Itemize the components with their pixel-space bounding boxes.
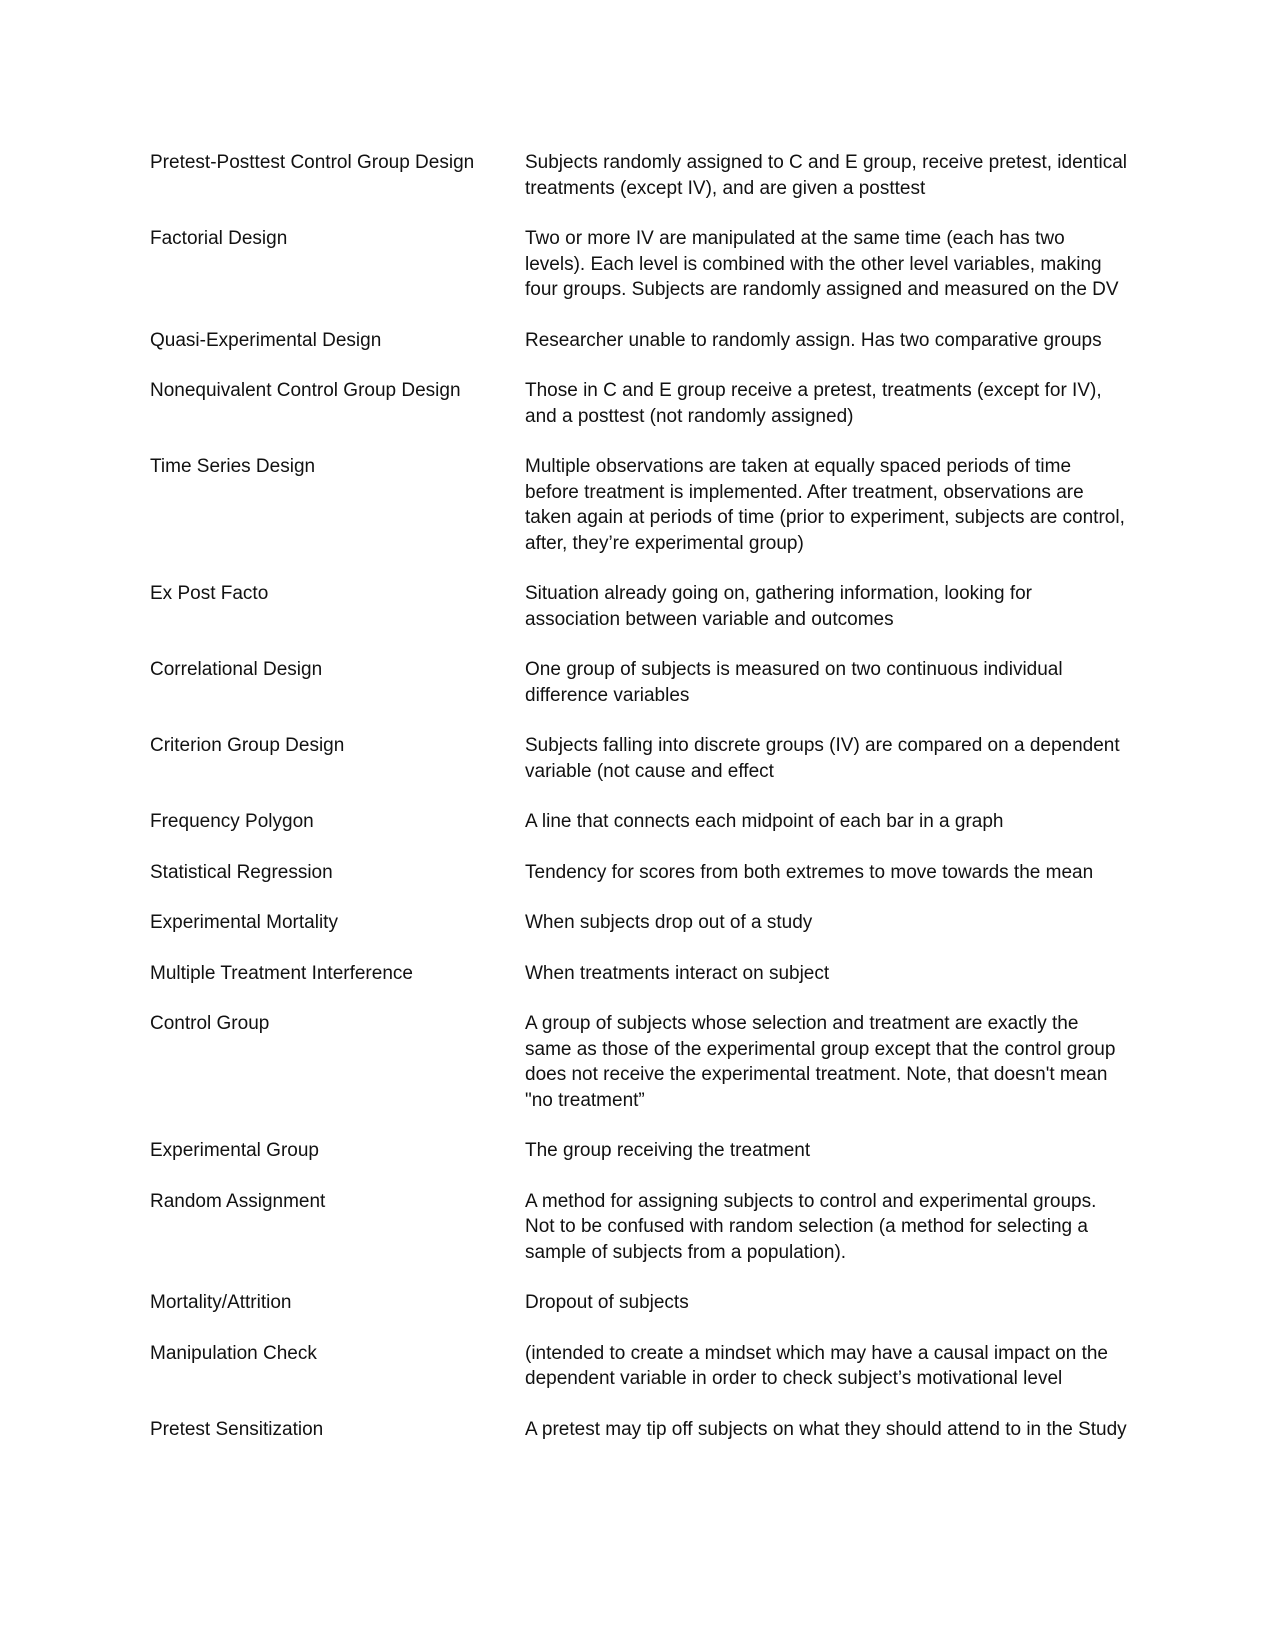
glossary-definition: A group of subjects whose selection and treatment are exactly the same as those of the experimental group except that the control group does not receive the experimental treatment. Note, that doesn't mean "no treatment” [525,1013,1116,1111]
glossary-entry [150,328,1130,354]
glossary-term: Factorial Design [150,228,288,249]
glossary-definition: The group receiving the treatment [525,1140,811,1161]
glossary-entry [150,809,1130,835]
glossary-entry [150,733,1130,784]
glossary-entry [150,1341,1130,1392]
glossary-definition: A method for assigning subjects to control and experimental groups. Not to be confused with random selection (a method for selecting a sample of subjects from a population). [525,1190,1097,1263]
glossary-definition: Multiple observations are taken at equally spaced periods of time before treatment is implemented. After treatment, observations are taken again at periods of time (prior to experiment, subjects are control, after, they’re experimental group) [525,456,1125,554]
glossary-entry [150,657,1130,708]
glossary-definition: Subjects randomly assigned to C and E group, receive pretest, identical treatments (except IV), and are given a posttest [525,152,1127,199]
glossary-entry [150,1290,1130,1316]
glossary-definition: One group of subjects is measured on two continuous individual difference variables [525,659,1063,706]
glossary-term: Pretest-Posttest Control Group Design [150,152,475,173]
glossary-term: Ex Post Facto [150,583,269,604]
glossary-term: Multiple Treatment Interference [150,962,413,984]
glossary-term: Frequency Polygon [150,811,314,832]
glossary-definition: Tendency for scores from both extremes to move towards the mean [525,861,1094,883]
glossary-term: Control Group [150,1013,270,1034]
glossary-term: Manipulation Check [150,1342,317,1364]
glossary-entry [150,860,1130,886]
glossary-term: Random Assignment [150,1190,326,1212]
glossary-term: Mortality/Attrition [150,1292,292,1313]
glossary-entry [150,961,1130,987]
glossary-term: Pretest Sensitization [150,1418,324,1440]
glossary-entry [150,581,1130,632]
glossary-definition: Two or more IV are manipulated at the same time (each has two levels). Each level is combined with the other level variables, making four groups. Subjects are randomly assigned and measured on the DV [525,228,1119,300]
glossary-definition: Those in C and E group receive a pretest, treatments (except for IV), and a posttest (not randomly assigned) [525,380,1102,427]
glossary-definition: Subjects falling into discrete groups (IV) are compared on a dependent variable (not cause and effect [525,735,1120,782]
glossary-term: Nonequivalent Control Group Design [150,380,461,401]
glossary-definition: A line that connects each midpoint of each bar in a graph [525,811,1004,832]
glossary-definition: Dropout of subjects [525,1292,689,1313]
glossary-entry [150,910,1130,936]
glossary-page [150,150,1130,1467]
glossary-term: Time Series Design [150,456,316,477]
glossary-entry [150,226,1130,303]
glossary-entry [150,1138,1130,1164]
glossary-entry [150,454,1130,556]
glossary-definition: When subjects drop out of a study [525,912,813,933]
glossary-term: Criterion Group Design [150,735,345,756]
glossary-definition: When treatments interact on subject [525,962,830,984]
glossary-entry [150,1189,1130,1266]
glossary-term: Statistical Regression [150,861,333,883]
glossary-term: Correlational Design [150,659,323,680]
glossary-definition: (intended to create a mindset which may have a causal impact on the dependent variable in order to check subject’s motivational level [525,1342,1108,1389]
glossary-entry [150,378,1130,429]
glossary-term: Experimental Mortality [150,912,338,933]
glossary-definition: Situation already going on, gathering information, looking for association between variable and outcomes [525,583,1032,630]
glossary-entry [150,150,1130,201]
glossary-entry [150,1417,1130,1443]
glossary-definition: A pretest may tip off subjects on what they should attend to in the Study [525,1418,1127,1440]
glossary-entry [150,1011,1130,1113]
glossary-definition: Researcher unable to randomly assign. Has two comparative groups [525,329,1102,351]
glossary-term: Experimental Group [150,1140,319,1161]
glossary-term: Quasi-Experimental Design [150,329,382,351]
